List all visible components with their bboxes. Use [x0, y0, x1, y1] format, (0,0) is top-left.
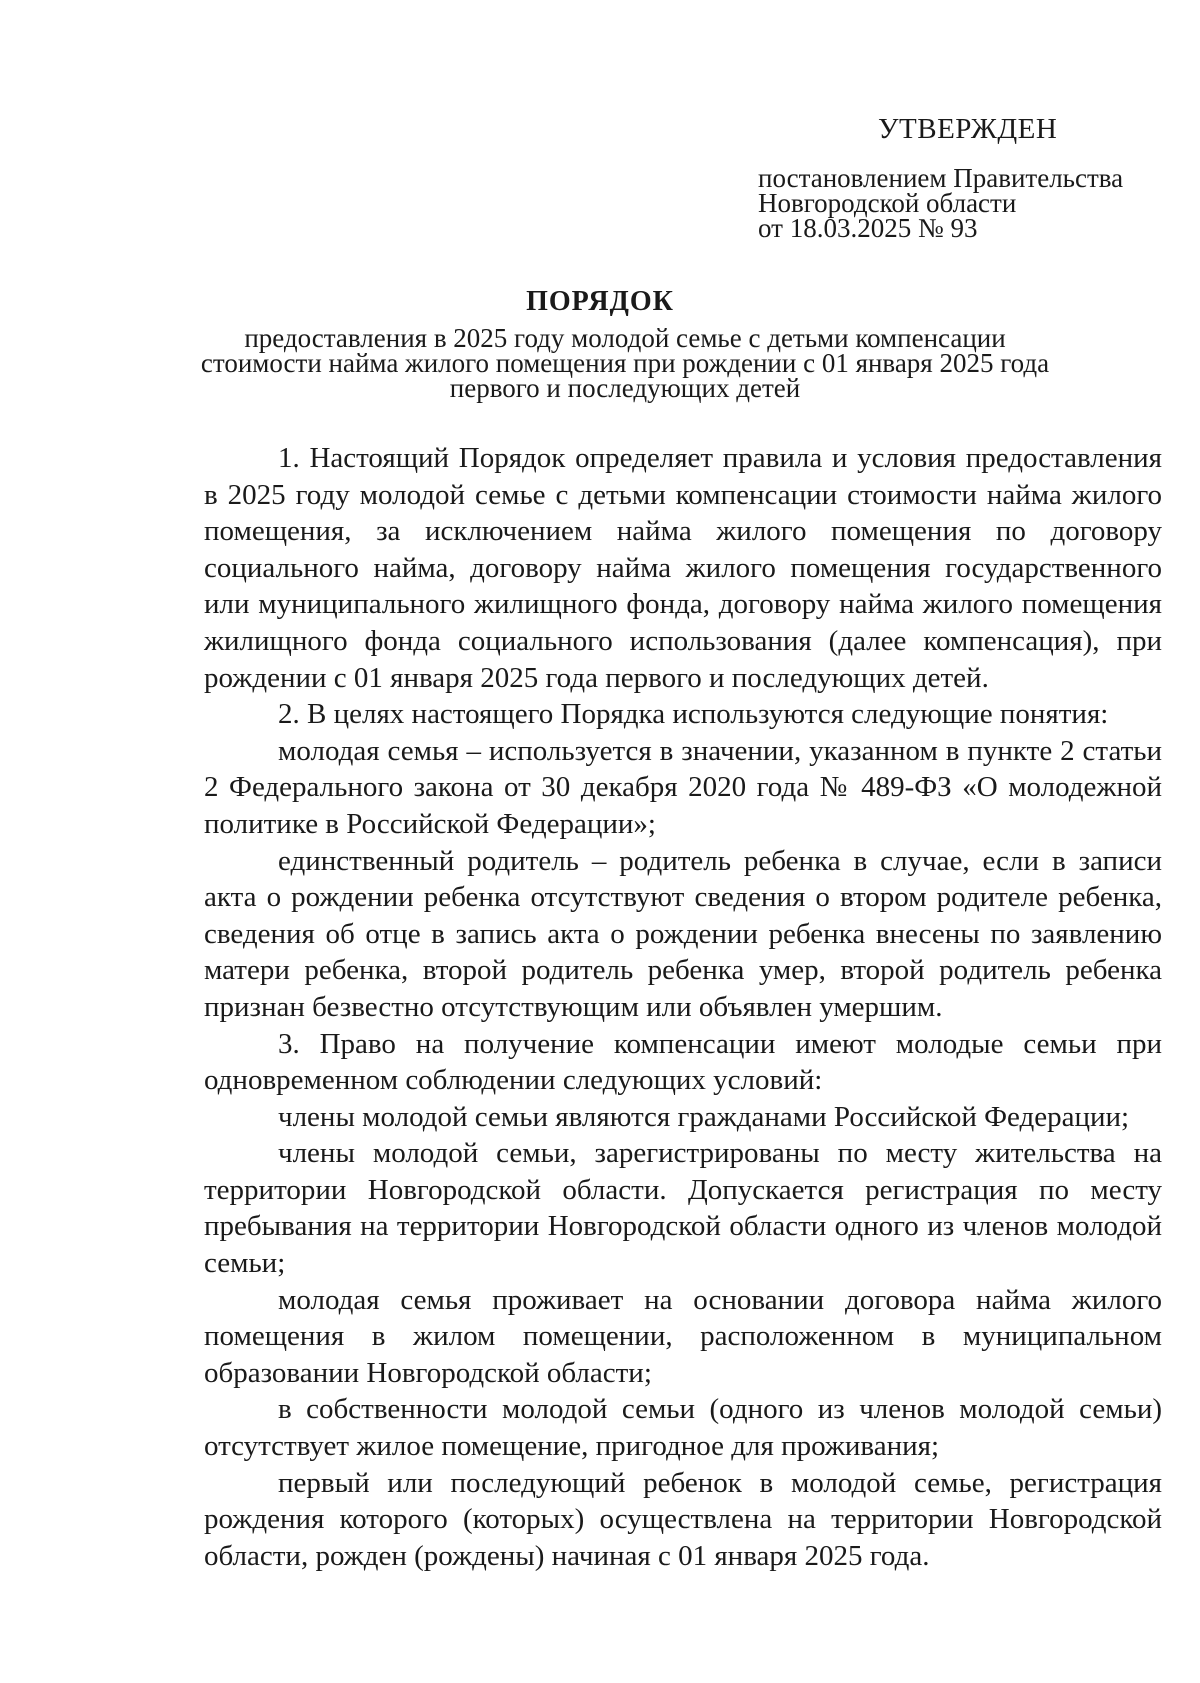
approval-stamp-block	[758, 112, 1158, 241]
approval-decree-line: постановлением Правительства	[758, 163, 1124, 193]
condition-registration: члены молодой семьи, зарегистрированы по месту жительства на территории Новгородской области. Допускается регистрация по месту пребывания на территории Новгородской области одного из членов молодой семьи;	[204, 1137, 1162, 1280]
condition-rental-agreement: молодая семья проживает на основании договора найма жилого помещения в жилом помещении, расположенном в муниципальном образовании Новгородской области;	[204, 1283, 1162, 1389]
condition-no-property: в собственности молодой семьи (одного из членов молодой семьи) отсутствует жилое помещение, пригодное для проживания;	[204, 1393, 1162, 1463]
definition-young-family: молодая семья – используется в значении, указанном в пункте 2 статьи 2 Федерального закона от 30 декабря 2020 года № 489-ФЗ «О молодежной политике в Российской Федерации»;	[204, 734, 1162, 840]
paragraph-1: 1. Настоящий Порядок определяет правила и условия предоставления в 2025 году молодой семье с детьми компенсации стоимости найма жилого помещения, за исключением найма жилого помещения по договору социального найма, договору найма жилого помещения государственного или муниципального жилищного фонда, договору найма жилого помещения жилищного фонда социального использования (далее компенсация), при рождении с 01 января 2025 года первого и последующих детей.	[204, 442, 1162, 694]
paragraph-2: 2. В целях настоящего Порядка используются следующие понятия:	[278, 698, 1109, 731]
paragraph-3: 3. Право на получение компенсации имеют молодые семьи при одновременном соблюдении следующих условий:	[204, 1027, 1162, 1097]
condition-citizenship: члены молодой семьи являются гражданами Российской Федерации;	[278, 1100, 1130, 1133]
definition-single-parent: единственный родитель – родитель ребенка в случае, если в записи акта о рождении ребенка отсутствуют сведения о втором родителе ребенка, сведения об отце в запись акта о рождении ребенка внесены по заявлению матери ребенка, второй родитель ребенка умер, второй родитель ребенка признан безвестно отсутствующим или объявлен умершим.	[204, 844, 1162, 1023]
approval-region-line: Новгородской области	[758, 188, 1017, 218]
condition-child-birth: первый или последующий ребенок в молодой семье, регистрация рождения которого (которых) осуществлена на территории Новгородской области, рожден (рождены) начиная с 01 января 2025 года.	[204, 1466, 1162, 1572]
document-title: ПОРЯДОК	[526, 286, 674, 317]
approval-date-number-line: от 18.03.2025 № 93	[758, 213, 978, 243]
document-subtitle: предоставления в 2025 году молодой семье с детьми компенсации стоимости найма жилого помещения при рождении с 01 января 2025 года первого и последующих детей	[200, 323, 1050, 403]
document-body	[204, 440, 1162, 1574]
approval-title: УТВЕРЖДЕН	[878, 113, 1058, 145]
